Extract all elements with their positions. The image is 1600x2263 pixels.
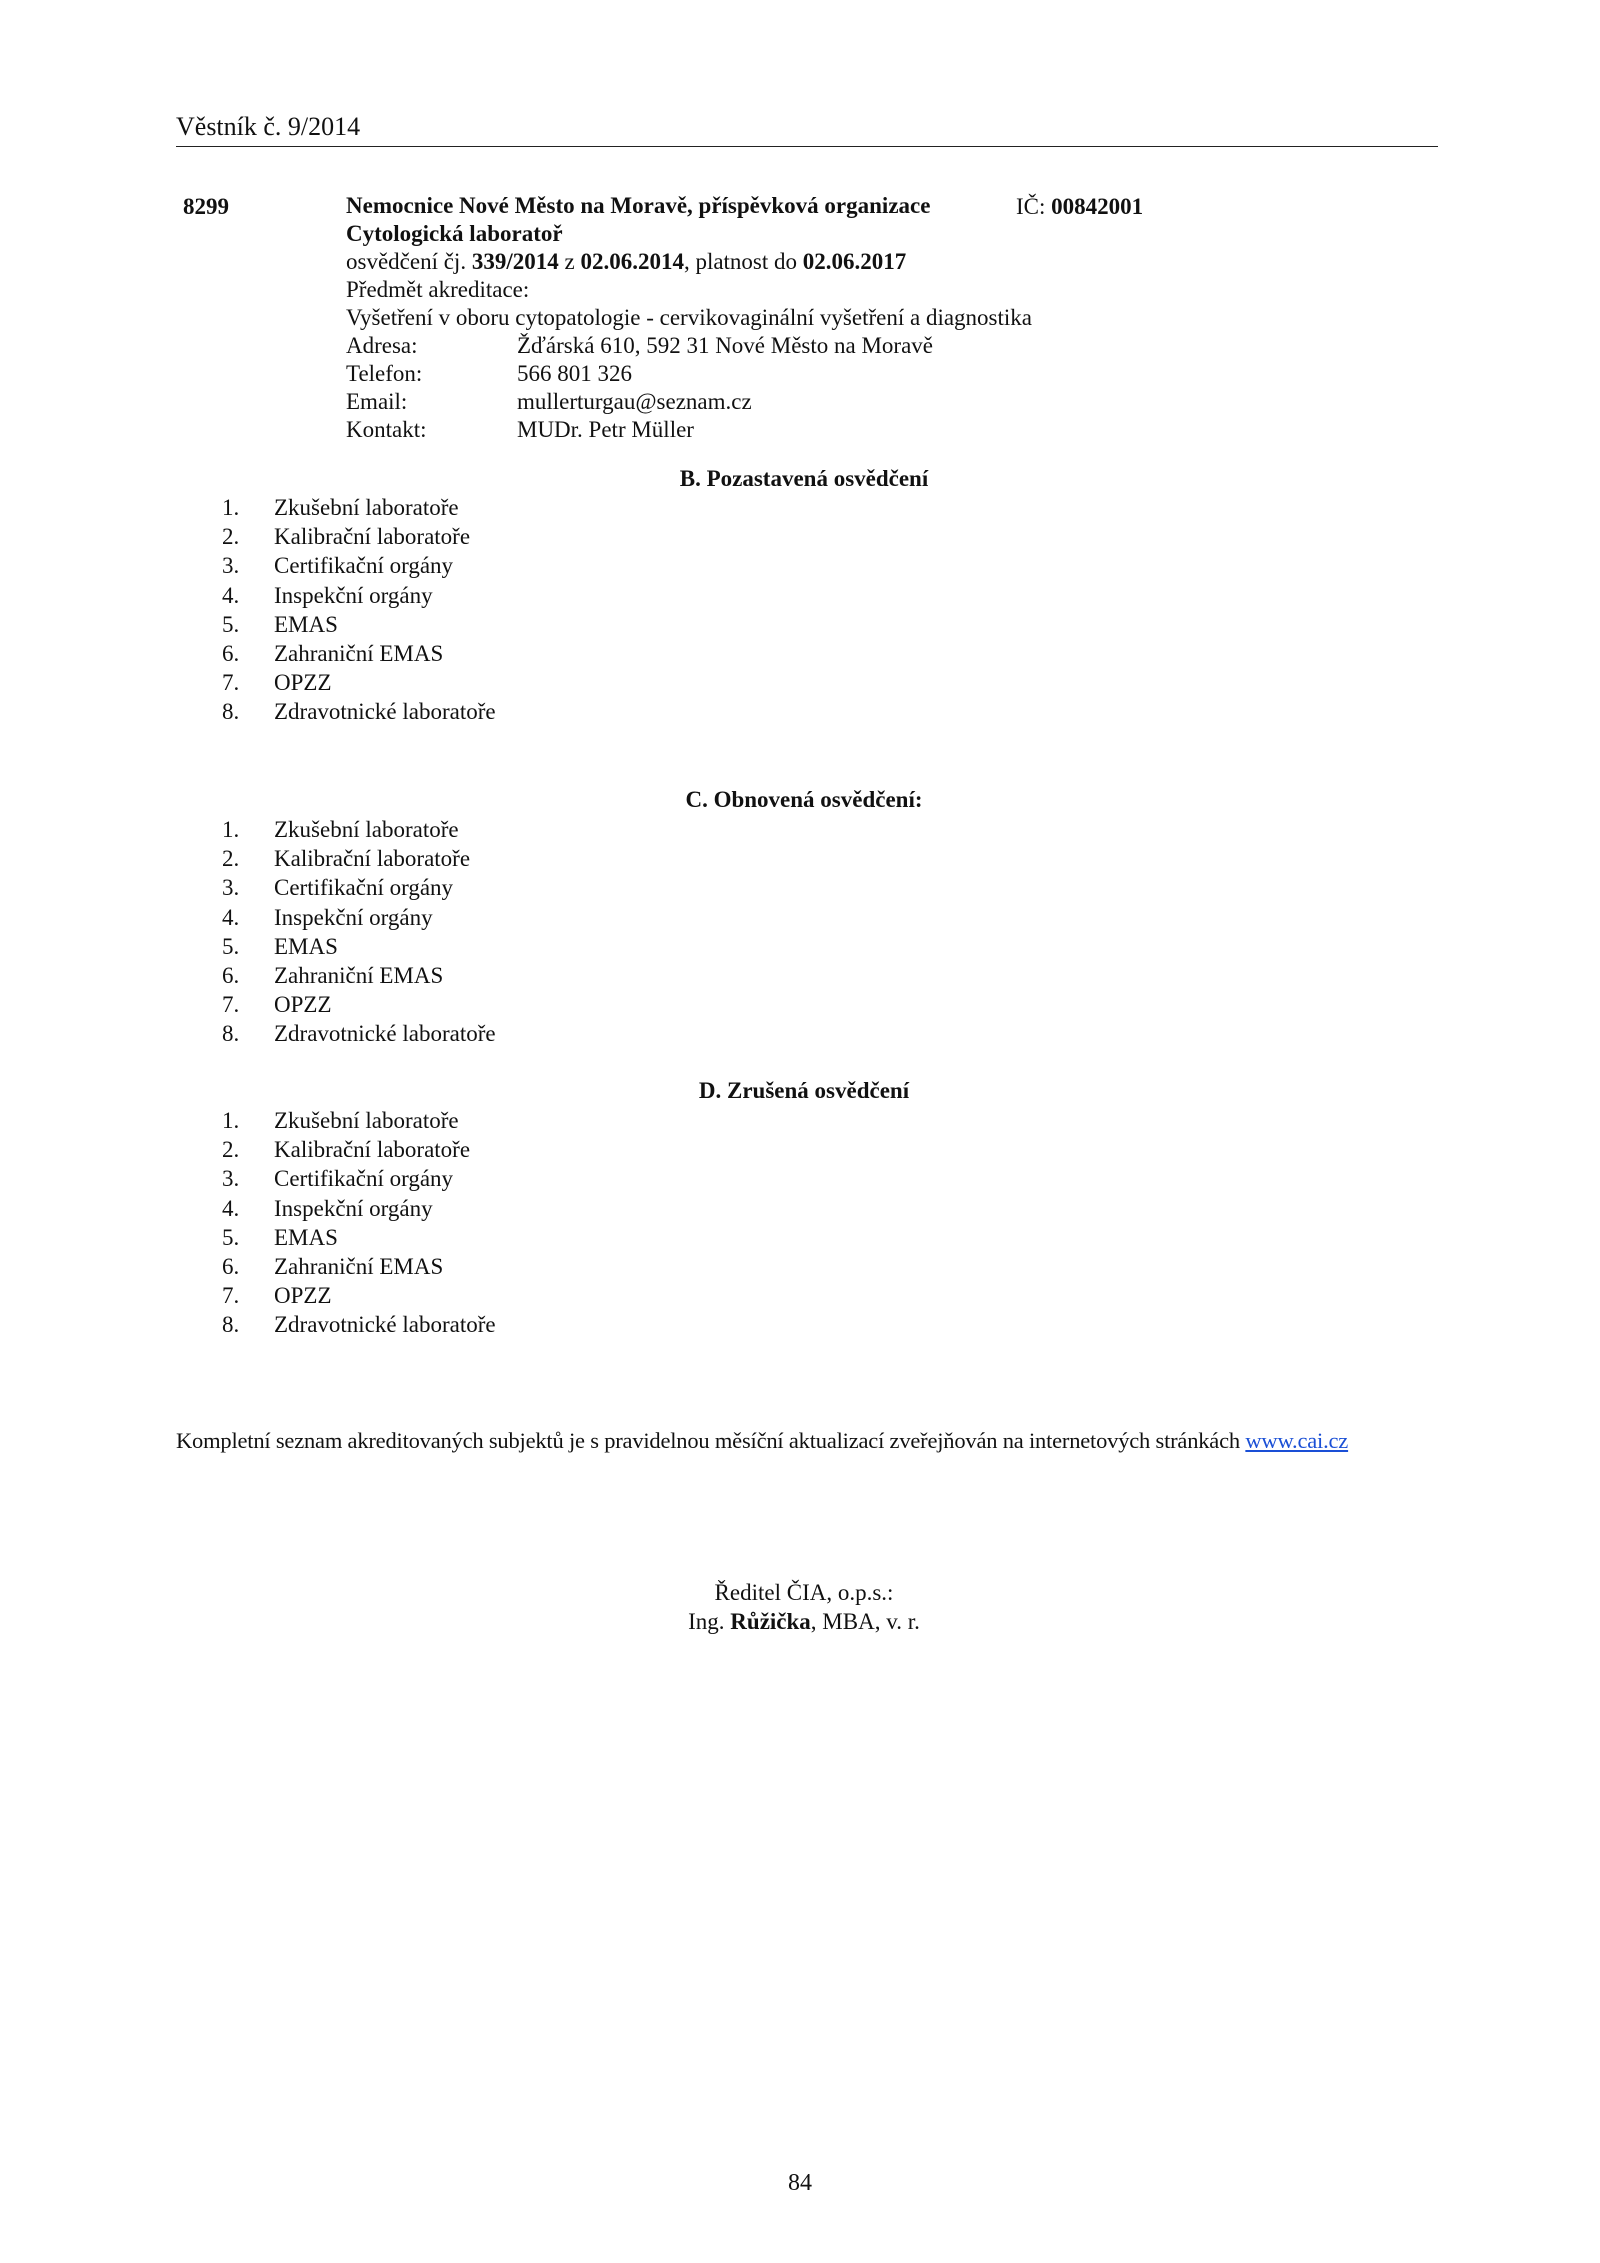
list-item: 2. Kalibrační laboratoře: [222, 1137, 471, 1163]
section-b-list: [222, 493, 496, 727]
email-label: Email:: [346, 389, 408, 414]
list-item: 6. Zahraniční EMAS: [222, 962, 444, 988]
cert-number: 339/2014: [471, 249, 559, 274]
entry-block: [346, 192, 1246, 444]
section-b-title: B. Pozastavená osvědčení: [679, 466, 929, 491]
list-item: 7. OPZZ: [222, 1283, 332, 1309]
cert-validity-label: , platnost do: [683, 249, 803, 274]
ic-label: IČ:: [1016, 194, 1052, 219]
cert-from-label: z: [558, 249, 581, 274]
entry-number: 8299: [183, 194, 229, 219]
list-item: 2. Kalibrační laboratoře: [222, 524, 471, 550]
page-header-title: Věstník č. 9/2014: [176, 112, 361, 141]
cert-prefix: osvědčení čj.: [346, 249, 472, 274]
section-c-title: C. Obnovená osvědčení:: [685, 787, 923, 812]
footer-note-text: Kompletní seznam akreditovaných subjektů je s pravidelnou měsíční aktualizací zveřejňován na internetových stránkách: [176, 1428, 1246, 1453]
cert-line: [346, 248, 1246, 276]
list-item: 6. Zahraniční EMAS: [222, 640, 444, 666]
list-item: 5. EMAS: [222, 933, 338, 959]
list-item: 5. EMAS: [222, 611, 338, 637]
list-item: 3. Certifikační orgány: [222, 1166, 454, 1192]
address-row: [346, 332, 1246, 360]
header-rule: [176, 146, 1438, 147]
list-item: 8. Zdravotnické laboratoře: [222, 1021, 496, 1047]
list-item: 6. Zahraniční EMAS: [222, 1253, 444, 1279]
section-c-list: [222, 815, 496, 1049]
list-item: 7. OPZZ: [222, 992, 332, 1018]
contact-value: MUDr. Petr Müller: [517, 417, 694, 442]
list-item: 4. Inspekční orgány: [222, 904, 433, 930]
phone-row: [346, 360, 1246, 388]
list-item: 8. Zdravotnické laboratoře: [222, 699, 496, 725]
address-value: Žďárská 610, 592 31 Nové Město na Moravě: [517, 333, 933, 358]
page-number: 84: [788, 2170, 812, 2196]
phone-value: 566 801 326: [517, 361, 632, 386]
address-label: Adresa:: [346, 333, 418, 358]
list-item: 4. Inspekční orgány: [222, 582, 433, 608]
director-name: Ing. Růžička, MBA, v. r.: [688, 1609, 920, 1634]
list-item: 2. Kalibrační laboratoře: [222, 846, 471, 872]
contact-label: Kontakt:: [346, 417, 427, 442]
unit-name: Cytologická laboratoř: [346, 221, 563, 246]
list-item: 1. Zkušební laboratoře: [222, 495, 459, 520]
email-value: mullerturgau@seznam.cz: [517, 389, 752, 414]
org-name: Nemocnice Nové Město na Moravě, příspěvková organizace: [346, 193, 931, 218]
subject-label: Předmět akreditace:: [346, 277, 530, 302]
section-d-title: D. Zrušená osvědčení: [698, 1078, 910, 1103]
signature-block: [504, 1578, 1104, 1636]
ic-value: 00842001: [1051, 194, 1144, 219]
email-row: [346, 388, 1246, 416]
cert-from-date: 02.06.2014: [580, 249, 684, 274]
footer-note: [176, 1428, 1348, 1454]
director-surname: Růžička: [730, 1609, 811, 1634]
contact-row: [346, 416, 1246, 444]
list-item: 1. Zkušební laboratoře: [222, 817, 459, 842]
list-item: 3. Certifikační orgány: [222, 553, 454, 579]
director-title: Ředitel ČIA, o.p.s.:: [714, 1580, 894, 1605]
subject-text: Vyšetření v oboru cytopatologie - cervikovaginální vyšetření a diagnostika: [346, 305, 1032, 330]
list-item: 1. Zkušební laboratoře: [222, 1108, 459, 1133]
phone-label: Telefon:: [346, 361, 423, 386]
list-item: 4. Inspekční orgány: [222, 1195, 433, 1221]
list-item: 8. Zdravotnické laboratoře: [222, 1312, 496, 1338]
cert-to-date: 02.06.2017: [802, 249, 907, 274]
list-item: 3. Certifikační orgány: [222, 875, 454, 901]
section-d-list: [222, 1106, 496, 1340]
list-item: 5. EMAS: [222, 1224, 338, 1250]
cai-website-link[interactable]: www.cai.cz: [1245, 1428, 1349, 1453]
list-item: 7. OPZZ: [222, 670, 332, 696]
